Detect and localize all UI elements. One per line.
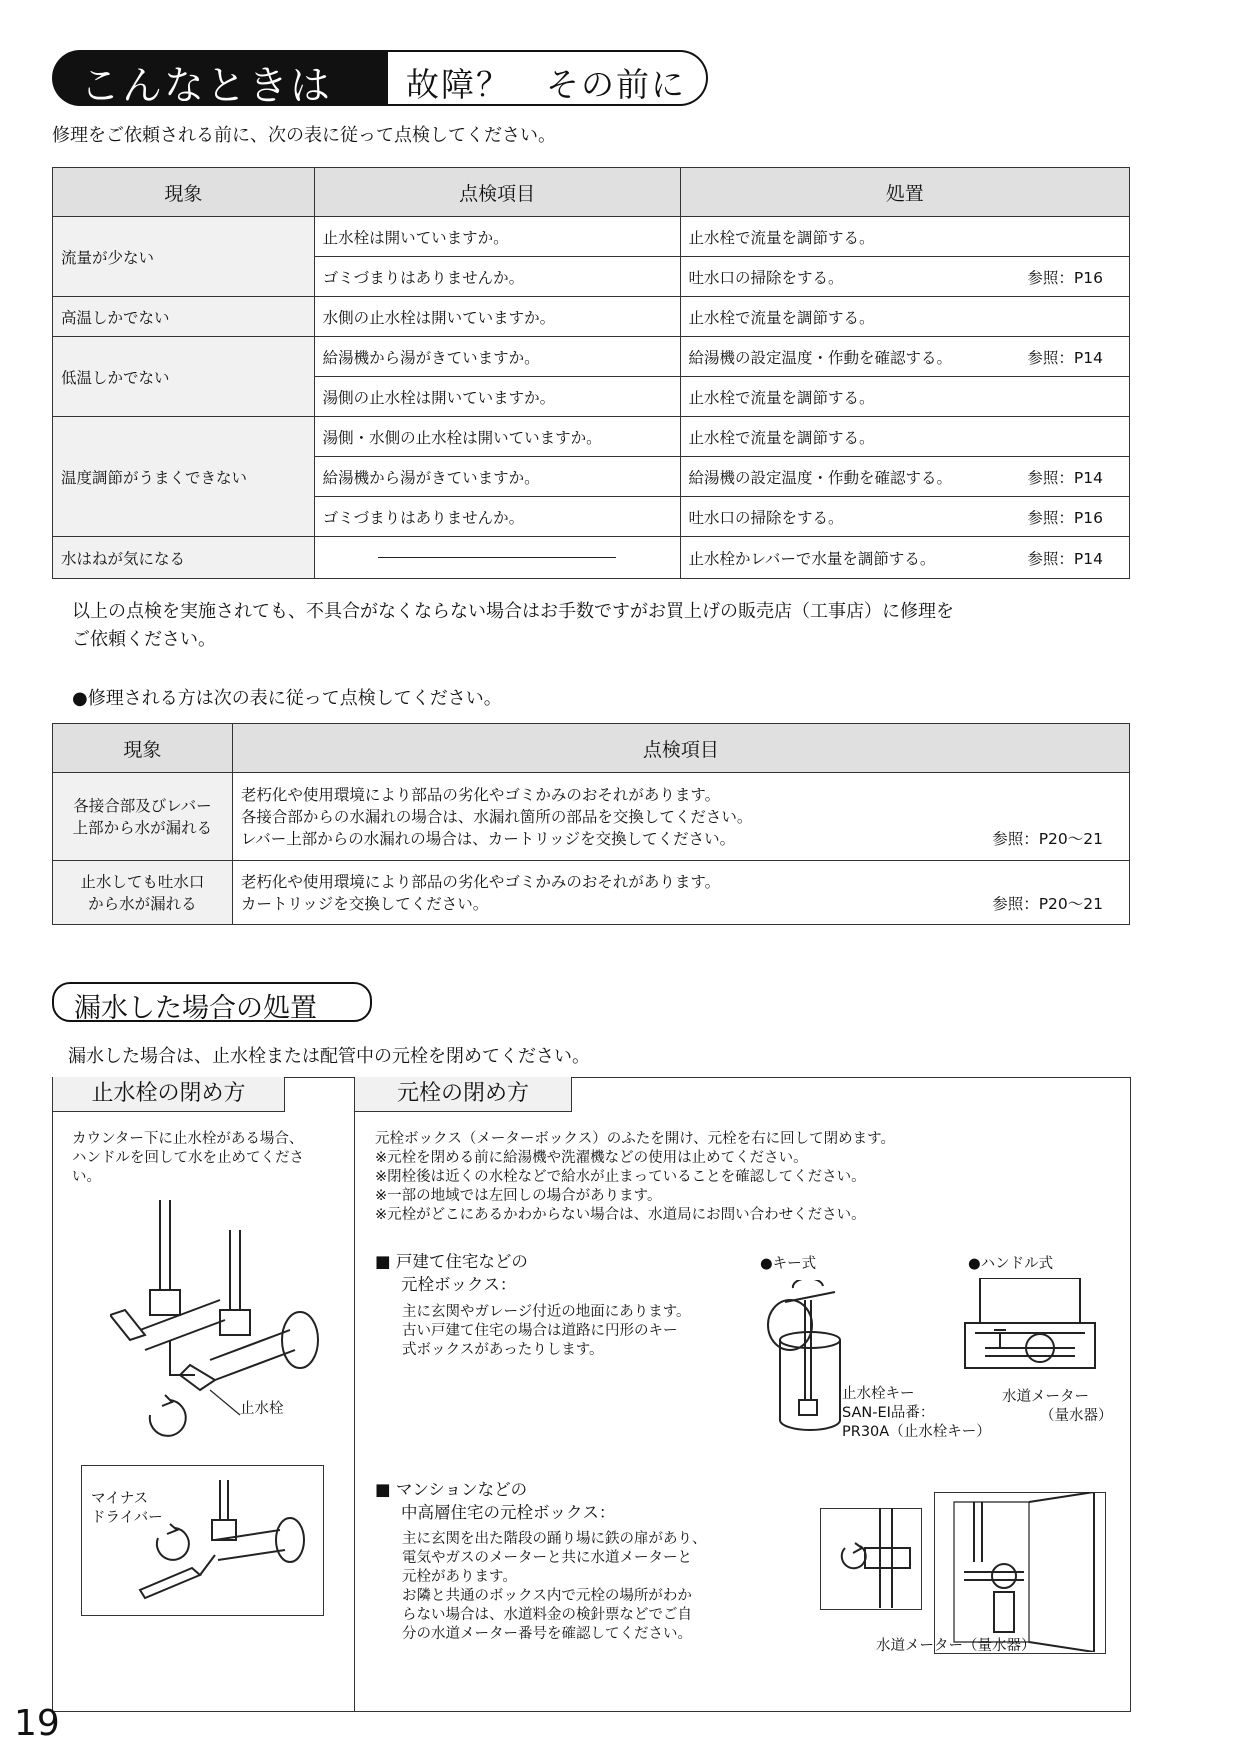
page-number: 19 — [14, 1703, 60, 1744]
table-row — [53, 417, 1130, 457]
ref-label: 参照：P16 — [1027, 268, 1103, 287]
check-cell: 老朽化や使用環境により部品の劣化やゴミかみのおそれがあります。 カートリッジを交換してください。 参照：P20～21 — [232, 861, 1129, 925]
ref-label: 参照：P14 — [1027, 468, 1103, 487]
table-row — [53, 537, 1130, 579]
tab-stopcock: 止水栓の閉め方 — [52, 1077, 285, 1112]
section-intro-leak: 漏水した場合は、止水栓または配管中の元栓を閉めてください。 — [68, 1046, 590, 1067]
header-check: 点検項目 — [232, 724, 1129, 773]
handle-box-illustration — [960, 1278, 1100, 1378]
key-label: 止水栓キー SAN-EI品番： PR30A（止水栓キー） — [842, 1386, 991, 1440]
main-valve-text: 元栓ボックス（メーターボックス）のふたを開け、元栓を右に回して閉めます。 ※元栓を閉める前に給湯機や洗濯機などの使用は止めてください。 ※閉栓後は近くの水栓などで給水が止まっていることを確認してください。 ※一部の地域では左回しの場合があります。 ※元栓がどこにあるかわからない場合は、水道局にお問い合わせください。 — [375, 1131, 895, 1223]
house-heading: ■ 戸建て住宅などの 元栓ボックス： — [375, 1252, 528, 1294]
check-cell: 水側の止水栓は開いていますか。 — [314, 297, 680, 337]
label-driver: マイナス ドライバー — [91, 1491, 163, 1526]
action-cell: 止水栓で流量を調節する。 — [680, 417, 1129, 457]
title-banner — [52, 50, 732, 109]
repair-intro: ●修理される方は次の表に従って点検してください。 — [72, 688, 502, 709]
header-symptom: 現象 — [53, 724, 233, 773]
table-header-row — [53, 724, 1130, 773]
ref-label: 参照：P14 — [1027, 549, 1103, 568]
section-title-leak: 漏水した場合の処置 — [52, 982, 372, 1022]
ref-label: 参照：P16 — [1027, 508, 1103, 527]
ref-label: 参照：P20～21 — [992, 894, 1103, 913]
action-cell: 止水栓かレバーで水量を調節する。 参照：P14 — [680, 537, 1129, 579]
table-row — [53, 773, 1130, 861]
mansion-cabinet-illustration — [934, 1492, 1104, 1652]
stopcock-text: カウンター下に止水栓がある場合、 ハンドルを回して水を止めてくださ い。 — [72, 1131, 304, 1185]
action-cell: 給湯機の設定温度・作動を確認する。 参照：P14 — [680, 457, 1129, 497]
ref-label: 参照：P14 — [1027, 348, 1103, 367]
driver-illustration — [130, 1480, 310, 1605]
header-symptom: 現象 — [53, 168, 315, 217]
check-cell: 老朽化や使用環境により部品の劣化やゴミかみのおそれがあります。 各接合部からの水漏れの場合は、水漏れ箇所の部品を交換してください。 レバー上部からの水漏れの場合は、カートリッジを交換してください。 参照：P20～21 — [232, 773, 1129, 861]
check-cell: 止水栓は開いていますか。 — [314, 217, 680, 257]
house-text: 主に玄関やガレージ付近の地面にあります。 古い戸建て住宅の場合は道路に円形のキー 式ボックスがあったりします。 — [402, 1304, 691, 1358]
note-line: 以上の点検を実施されても、不具合がなくならない場合はお手数ですがお買上げの販売店（工事店）に修理を — [72, 601, 954, 622]
check-cell-empty — [314, 537, 680, 579]
banner-main-title: こんなときは — [80, 63, 332, 109]
table-row — [53, 297, 1130, 337]
action-cell: 給湯機の設定温度・作動を確認する。 参照：P14 — [680, 337, 1129, 377]
symptom-cell: 温度調節がうまくできない — [53, 417, 315, 537]
action-cell: 止水栓で流量を調節する。 — [680, 297, 1129, 337]
check-cell: ゴミづまりはありませんか。 — [314, 497, 680, 537]
table-row — [53, 337, 1130, 377]
header-action: 処置 — [680, 168, 1129, 217]
meter-label: 水道メーター （量水器） — [1002, 1389, 1113, 1424]
symptom-cell: 高温しかでない — [53, 297, 315, 337]
action-cell: 止水栓で流量を調節する。 — [680, 377, 1129, 417]
check-cell: ゴミづまりはありませんか。 — [314, 257, 680, 297]
table-row — [53, 861, 1130, 925]
table-header-row — [53, 168, 1130, 217]
leak-box-divider — [354, 1077, 355, 1711]
check-cell: 湯側・水側の止水栓は開いていますか。 — [314, 417, 680, 457]
banner-subtitle: 故障？ その前に — [406, 65, 686, 104]
intro-text: 修理をご依頼される前に、次の表に従って点検してください。 — [52, 125, 556, 146]
stopcock-illustration — [110, 1200, 350, 1440]
tab-main-valve: 元栓の閉め方 — [354, 1077, 572, 1112]
note-after-table — [72, 598, 954, 654]
repair-table — [52, 723, 1130, 925]
troubleshoot-table — [52, 167, 1130, 579]
label-stopcock: 止水栓 — [240, 1401, 284, 1417]
symptom-cell: 低温しかでない — [53, 337, 315, 417]
dash-line — [378, 557, 616, 558]
handle-type-label: ●ハンドル式 — [968, 1256, 1054, 1272]
table-row — [53, 217, 1130, 257]
mansion-valve-illustration — [820, 1508, 920, 1608]
symptom-cell: 流量が少ない — [53, 217, 315, 297]
check-cell: 給湯機から湯がきていますか。 — [314, 337, 680, 377]
action-cell: 吐水口の掃除をする。 参照：P16 — [680, 257, 1129, 297]
header-check: 点検項目 — [314, 168, 680, 217]
ref-label: 参照：P20～21 — [992, 829, 1103, 848]
symptom-cell: 止水しても吐水口 から水が漏れる — [53, 861, 233, 925]
action-cell: 吐水口の掃除をする。 参照：P16 — [680, 497, 1129, 537]
key-type-label: ●キー式 — [760, 1256, 817, 1272]
check-cell: 給湯機から湯がきていますか。 — [314, 457, 680, 497]
action-cell: 止水栓で流量を調節する。 — [680, 217, 1129, 257]
mansion-heading: ■ マンションなどの 中高層住宅の元栓ボックス： — [375, 1480, 616, 1522]
note-line: ご依頼ください。 — [72, 629, 216, 650]
mansion-meter-label: 水道メーター（量水器） — [876, 1638, 1036, 1654]
mansion-text: 主に玄関を出た階段の踊り場に鉄の扉があり、 電気やガスのメーターと共に水道メーターと 元栓があります。 お隣と共通のボックス内で元栓の場所がわか らない場合は、水道料金の検針票などでご自 分の水道メーター番号を確認してください。 — [402, 1531, 707, 1642]
check-cell: 湯側の止水栓は開いていますか。 — [314, 377, 680, 417]
symptom-cell: 水はねが気になる — [53, 537, 315, 579]
symptom-cell: 各接合部及びレバー 上部から水が漏れる — [53, 773, 233, 861]
